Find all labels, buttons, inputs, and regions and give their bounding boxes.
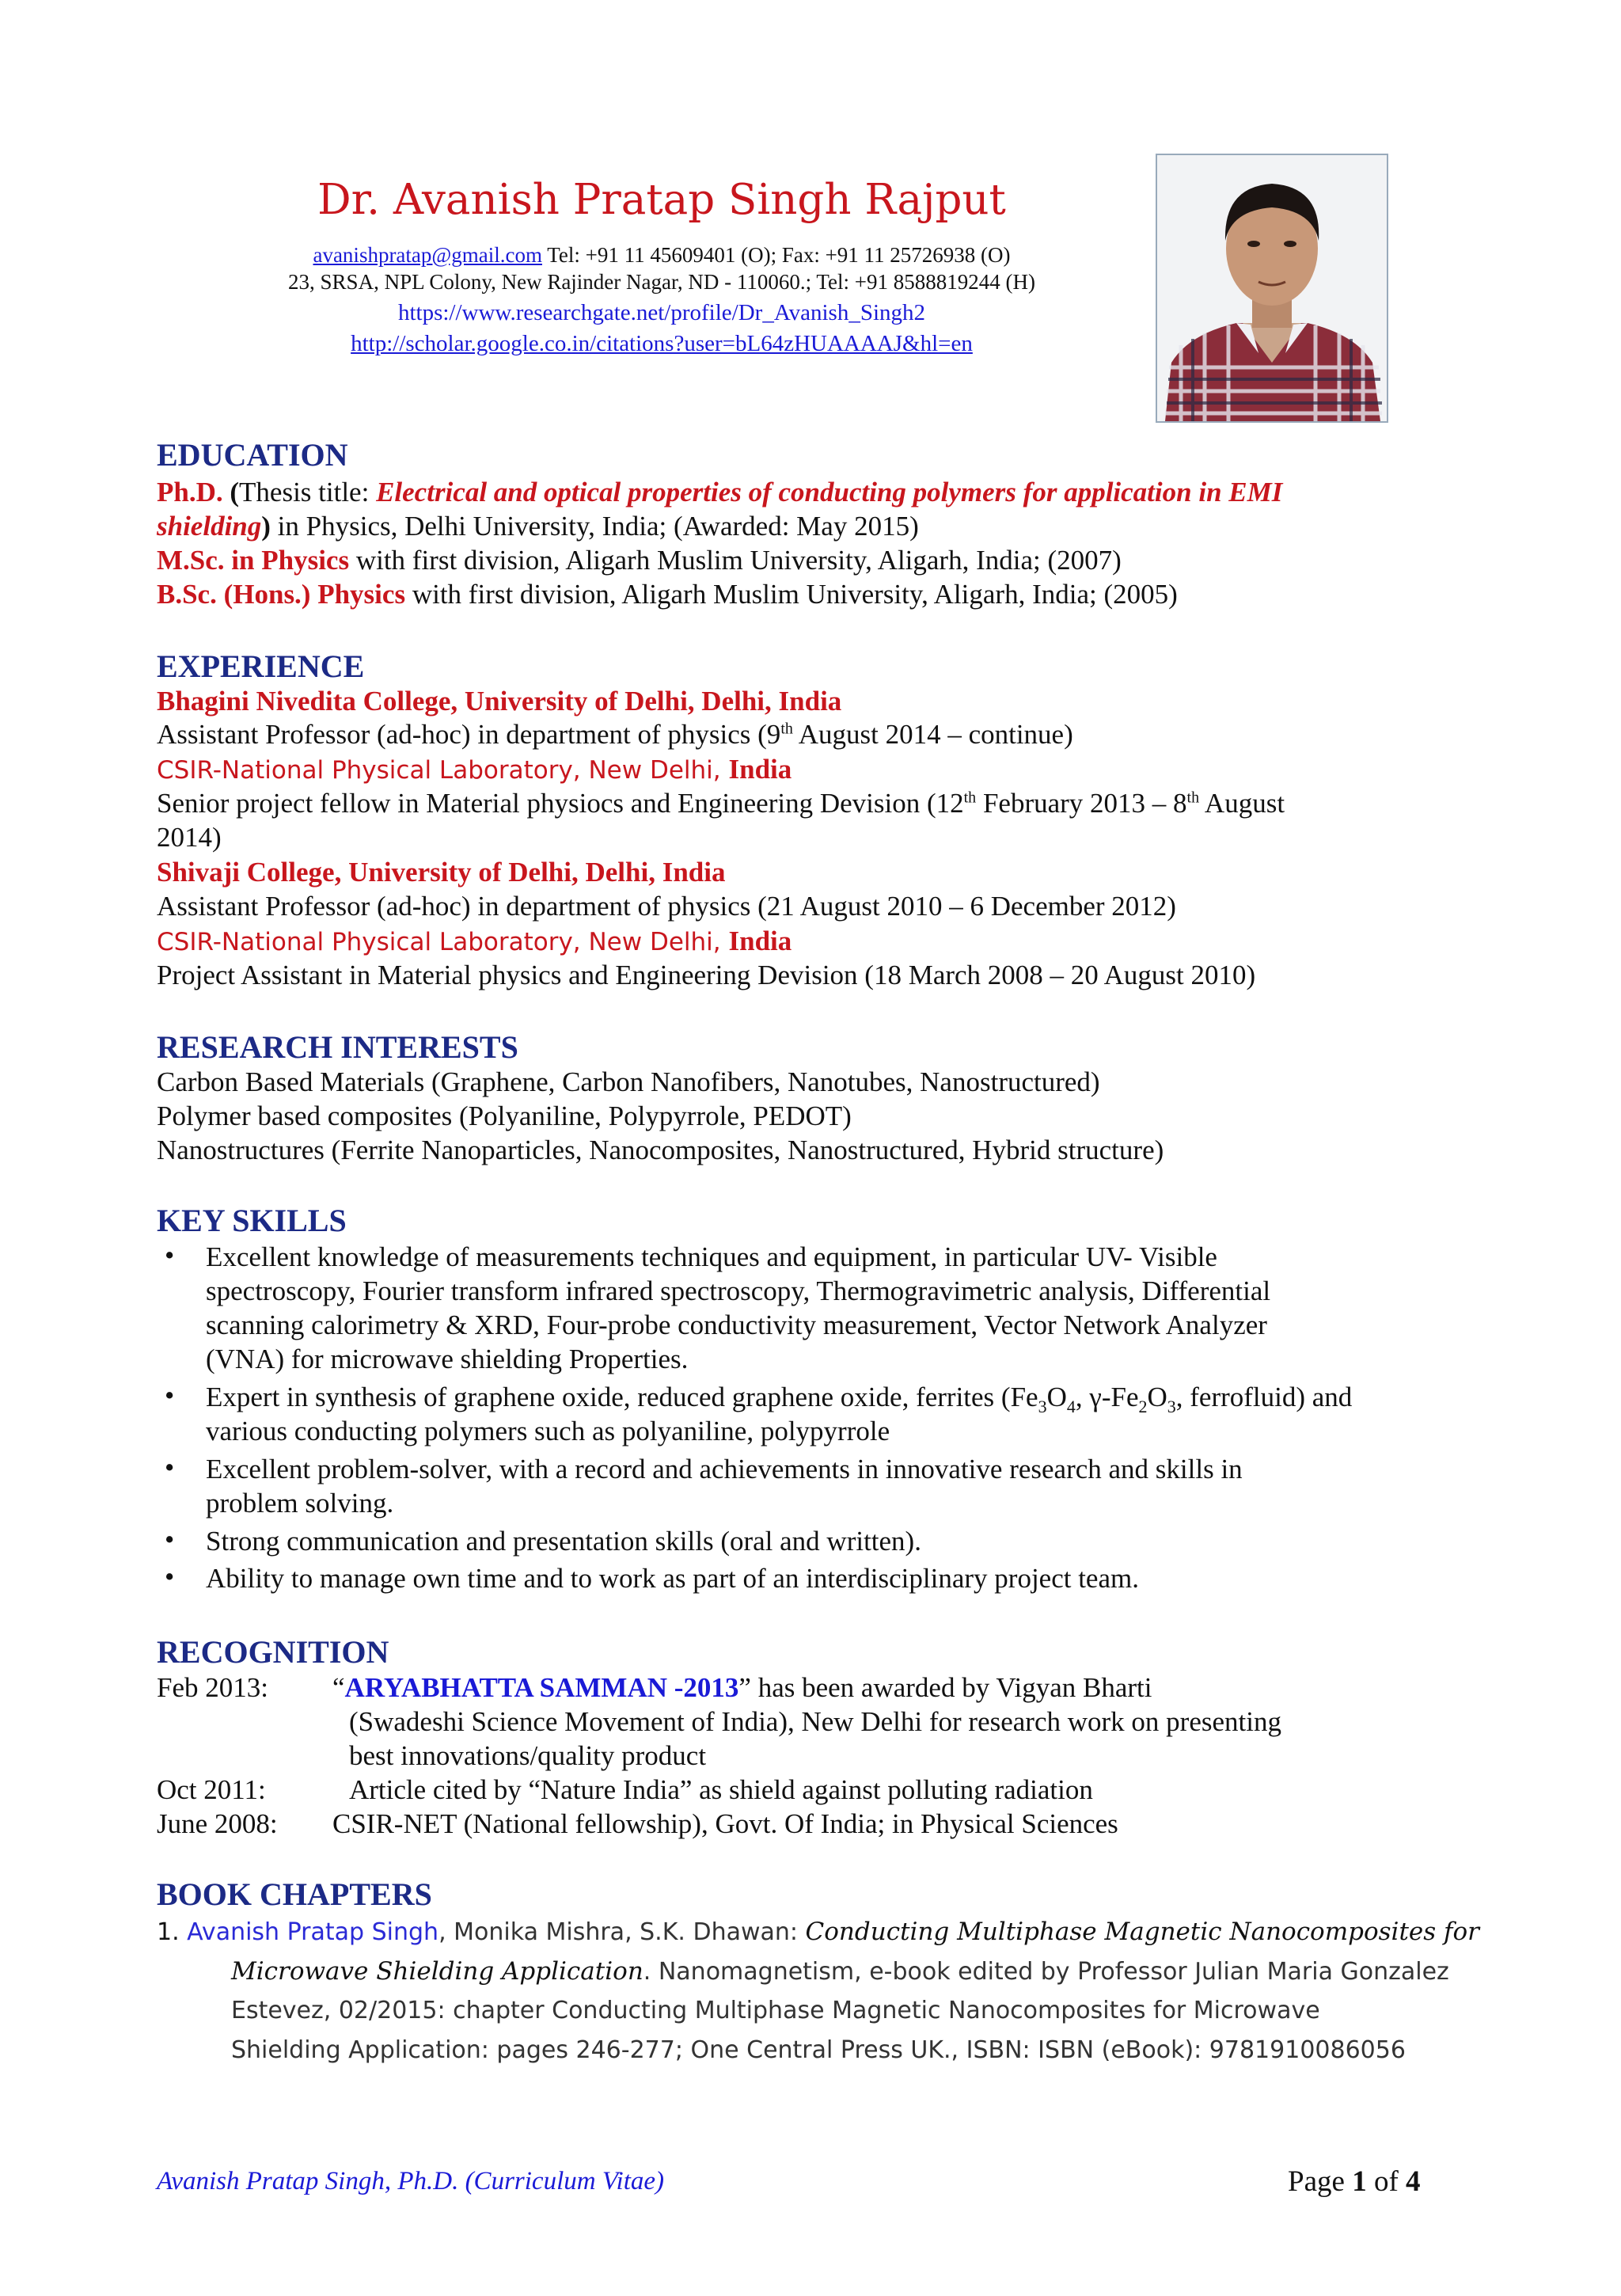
email-link[interactable]: avanishpratap@gmail.com [313, 243, 542, 267]
book-line-2 [231, 1952, 1449, 1992]
address-line: 23, SRSA, NPL Colony, New Rajinder Nagar, ND - 110060.; Tel: +91 8588819244 (H) [288, 270, 1035, 294]
role2-a: Senior project fellow in Material physiocs and Engineering Devision (12 [157, 788, 964, 819]
s2-e: , ferrofluid) and [1175, 1382, 1353, 1412]
bullet-icon: • [165, 1240, 175, 1271]
experience-role-2-cont: 2014) [157, 822, 222, 853]
skill-4: Strong communication and presentation skills (oral and written). [206, 1526, 921, 1557]
research-item: Carbon Based Materials (Graphene, Carbon Nanofibers, Nanotubes, Nanostructured) [157, 1066, 1100, 1097]
scholar-line [0, 331, 1323, 356]
msc-label: M.Sc. in Physics [157, 545, 350, 576]
recognition-2-text: Article cited by “Nature India” as shield against polluting radiation [349, 1774, 1093, 1805]
book-number: 1. [157, 1918, 188, 1946]
research-item: Nanostructures (Ferrite Nanoparticles, Nanocomposites, Nanostructured, Hybrid structure) [157, 1135, 1164, 1165]
page-total: 4 [1406, 2165, 1421, 2198]
s2-sub2: 4 [1066, 1397, 1076, 1416]
role1-a: Assistant Professor (ad-hoc) in department of physics (9 [157, 719, 781, 750]
book-chapters-heading: BOOK CHAPTERS [157, 1876, 432, 1912]
recognition-heading: RECOGNITION [157, 1634, 389, 1670]
phd-title-2: shielding [157, 511, 262, 542]
msc-rest: with first division, Aligarh Muslim University, Aligarh, India; (2007) [349, 545, 1122, 576]
phd-thesis-prefix: Thesis title: [239, 477, 377, 507]
skill-2-line-1 [206, 1380, 1352, 1414]
cv-name: Dr. Avanish Pratap Singh Rajput [317, 176, 1006, 224]
book-line-1 [157, 1912, 1479, 1952]
tel-fax-text: Tel: +91 11 45609401 (O); Fax: +91 11 25726938 (O) [542, 243, 1011, 267]
s2-sub3: 2 [1138, 1397, 1148, 1416]
skills-heading: KEY SKILLS [157, 1203, 347, 1238]
org2-b: India [728, 754, 792, 785]
bullet-icon: • [165, 1524, 175, 1555]
experience-org-2 [157, 752, 792, 788]
s2-b: O [1046, 1382, 1067, 1412]
skill-3-line-1: Excellent problem-solver, with a record and achievements in innovative research and skills in [206, 1454, 1243, 1484]
phd-label: Ph.D. [157, 477, 223, 507]
role2-c: August [1199, 788, 1285, 819]
skill-1-line-2: spectroscopy, Fourier transform infrared spectroscopy, Thermogravimetric analysis, Differential [206, 1275, 1271, 1306]
book-line-4: Shielding Application: pages 246-277; One Central Press UK., ISBN: ISBN (eBook): 9781910086056 [231, 2036, 1406, 2064]
recognition-3-date: June 2008: [157, 1808, 278, 1839]
profile-photo-illustration [1157, 155, 1387, 421]
experience-org-4 [157, 924, 792, 960]
skill-3-line-2: problem solving. [206, 1488, 394, 1519]
page-indicator [1288, 2165, 1421, 2199]
r1-award: ARYABHATTA SAMMAN -2013 [344, 1672, 739, 1703]
experience-role-4: Project Assistant in Material physics and Engineering Devision (18 March 2008 – 20 August 2010) [157, 960, 1256, 990]
s2-sub4: 3 [1167, 1397, 1176, 1416]
org4-a: CSIR-National Physical Laboratory, New Delhi, [157, 928, 729, 956]
phd-paren: ( [222, 477, 240, 507]
profile-photo [1156, 154, 1388, 423]
r1-open-quote: “ [332, 1672, 345, 1703]
skill-1-line-1: Excellent knowledge of measurements techniques and equipment, in particular UV- Visible [206, 1241, 1217, 1272]
msc-line [157, 543, 1122, 577]
bullet-icon: • [165, 1561, 175, 1592]
book-title-2: Microwave Shielding Application [231, 1957, 643, 1986]
researchgate-line [0, 300, 1323, 325]
skill-2-line-2: various conducting polymers such as polyaniline, polypyrrole [206, 1416, 890, 1446]
experience-role-3: Assistant Professor (ad-hoc) in department of physics (21 August 2010 – 6 December 2012) [157, 891, 1176, 922]
bsc-line [157, 577, 1178, 611]
recognition-1-line-2: (Swadeshi Science Movement of India), New Delhi for research work on presenting [349, 1706, 1281, 1737]
book-coauthors: , Monika Mishra, S.K. Dhawan: [438, 1918, 806, 1946]
experience-org-3: Shivaji College, University of Delhi, Delhi, India [157, 857, 726, 888]
skill-1-line-3: scanning calorimetry & XRD, Four-probe conductivity measurement, Vector Network Analyzer [206, 1310, 1267, 1340]
skill-1-line-4: (VNA) for microwave shielding Properties. [206, 1344, 689, 1374]
footer-title: Avanish Pratap Singh, Ph.D. (Curriculum Vitae) [157, 2167, 665, 2195]
experience-role-1 [157, 717, 1073, 751]
phd-title-1: Electrical and optical properties of conducting polymers for application in EMI [376, 477, 1283, 507]
phd-line-2 [157, 509, 919, 543]
role2-b: February 2013 – 8 [976, 788, 1187, 819]
book-l2-rest: . Nanomagnetism, e-book edited by Professor Julian Maria Gonzalez [643, 1958, 1449, 1986]
research-item: Polymer based composites (Polyaniline, Polypyrrole, PEDOT) [157, 1100, 852, 1131]
experience-heading: EXPERIENCE [157, 648, 365, 684]
recognition-3-text: CSIR-NET (National fellowship), Govt. Of India; in Physical Sciences [332, 1808, 1118, 1839]
s2-d: O [1147, 1382, 1167, 1412]
contact-line-email [0, 242, 1323, 268]
phd-line-1 [157, 475, 1282, 509]
org2-a: CSIR-National Physical Laboratory, New Delhi, [157, 756, 729, 785]
s2-sub1: 3 [1038, 1397, 1047, 1416]
experience-role-2 [157, 786, 1285, 820]
recognition-1-line-3: best innovations/quality product [349, 1740, 707, 1771]
book-title-1: Conducting Multiphase Magnetic Nanocomposites for [805, 1918, 1479, 1946]
role2-sup2: th [1186, 789, 1200, 807]
role1-sup: th [780, 720, 793, 738]
org4-b: India [728, 926, 792, 956]
scholar-link[interactable]: http://scholar.google.co.in/citations?user=bL64zHUAAAAJ&hl=en [351, 331, 973, 356]
page-label: Page [1288, 2165, 1353, 2198]
experience-org-1: Bhagini Nivedita College, University of Delhi, Delhi, India [157, 686, 842, 717]
role1-b: August 2014 – continue) [792, 719, 1073, 750]
of-label: of [1366, 2165, 1407, 2198]
skill-5: Ability to manage own time and to work as part of an interdisciplinary project team. [206, 1563, 1139, 1594]
book-author-main: Avanish Pratap Singh [187, 1918, 439, 1946]
recognition-1-line-1 [332, 1671, 1152, 1705]
phd-rest: in Physics, Delhi University, India; (Awarded: May 2015) [270, 511, 919, 542]
r1-rest: ” has been awarded by Vigyan Bharti [738, 1672, 1152, 1703]
book-line-3: Estevez, 02/2015: chapter Conducting Multiphase Magnetic Nanocomposites for Microwave [231, 1997, 1320, 2024]
phd-close: ) [261, 511, 271, 542]
education-heading: EDUCATION [157, 437, 348, 473]
bullet-icon: • [165, 1380, 175, 1411]
recognition-2-date: Oct 2011: [157, 1774, 266, 1805]
page-number: 1 [1352, 2165, 1367, 2198]
s2-c: , γ-Fe [1075, 1382, 1139, 1412]
recognition-1-date: Feb 2013: [157, 1672, 268, 1703]
role2-sup1: th [963, 789, 977, 807]
bsc-rest: with first division, Aligarh Muslim University, Aligarh, India; (2005) [405, 579, 1178, 610]
research-heading: RESEARCH INTERESTS [157, 1029, 518, 1065]
bsc-label: B.Sc. (Hons.) Physics [157, 579, 406, 610]
bullet-icon: • [165, 1452, 175, 1483]
s2-a: Expert in synthesis of graphene oxide, reduced graphene oxide, ferrites (Fe [206, 1382, 1038, 1412]
researchgate-link[interactable]: https://www.researchgate.net/profile/Dr_Avanish_Singh2 [397, 300, 926, 325]
